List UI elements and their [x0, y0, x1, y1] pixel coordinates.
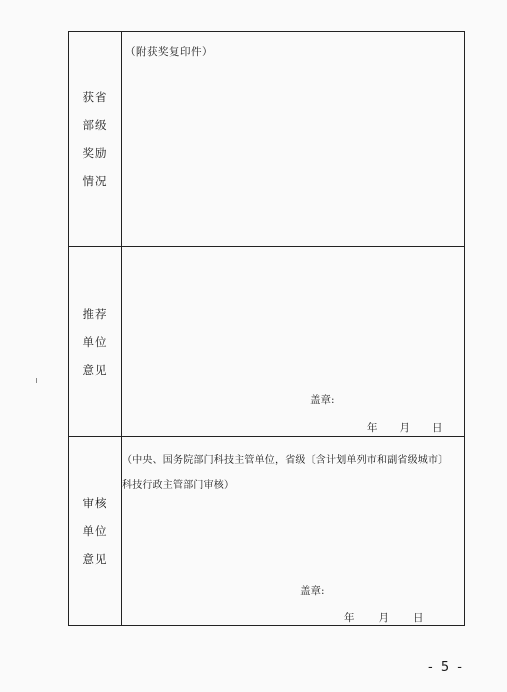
application-form-table — [68, 31, 465, 626]
recommend-section — [69, 246, 464, 436]
date-day: 日 — [432, 422, 443, 434]
date-line — [367, 420, 443, 435]
review-note-line2: 科技行政主管部门审核） — [122, 480, 235, 491]
date-line — [344, 610, 424, 625]
date-month: 月 — [399, 422, 410, 434]
review-note-line1: （中央、国务院部门科技主管单位，省级〔含计划单列市和副省级城市〕 — [122, 455, 449, 466]
label-line: 单位 — [82, 334, 108, 349]
date-year: 年 — [344, 612, 355, 624]
date-day: 日 — [413, 612, 424, 624]
scan-speck — [36, 378, 37, 383]
recommend-section-label — [69, 247, 122, 436]
stamp-label: 盖章: — [300, 585, 325, 597]
label-line: 情况 — [82, 174, 108, 188]
label-line: 意见 — [82, 552, 108, 566]
stamp-label: 盖章: — [310, 394, 335, 406]
label-line: 推荐 — [82, 306, 108, 321]
label-line: 意见 — [82, 362, 108, 377]
recommend-content-area[interactable] — [122, 247, 464, 436]
date-year: 年 — [367, 422, 378, 434]
page-number: - 5 - — [428, 660, 464, 675]
label-line: 部级 — [82, 118, 108, 132]
review-content-area[interactable] — [122, 437, 464, 625]
award-section — [69, 32, 464, 246]
review-section — [69, 436, 464, 625]
label-line: 单位 — [82, 524, 108, 538]
label-line: 审核 — [82, 496, 108, 510]
date-month: 月 — [378, 612, 389, 624]
label-line: 获省 — [82, 90, 108, 104]
award-section-label — [69, 32, 122, 246]
review-section-label — [69, 437, 122, 625]
award-content-area[interactable] — [122, 32, 464, 246]
attachment-note: （附获奖复印件） — [125, 46, 213, 58]
label-line: 奖励 — [82, 146, 108, 160]
